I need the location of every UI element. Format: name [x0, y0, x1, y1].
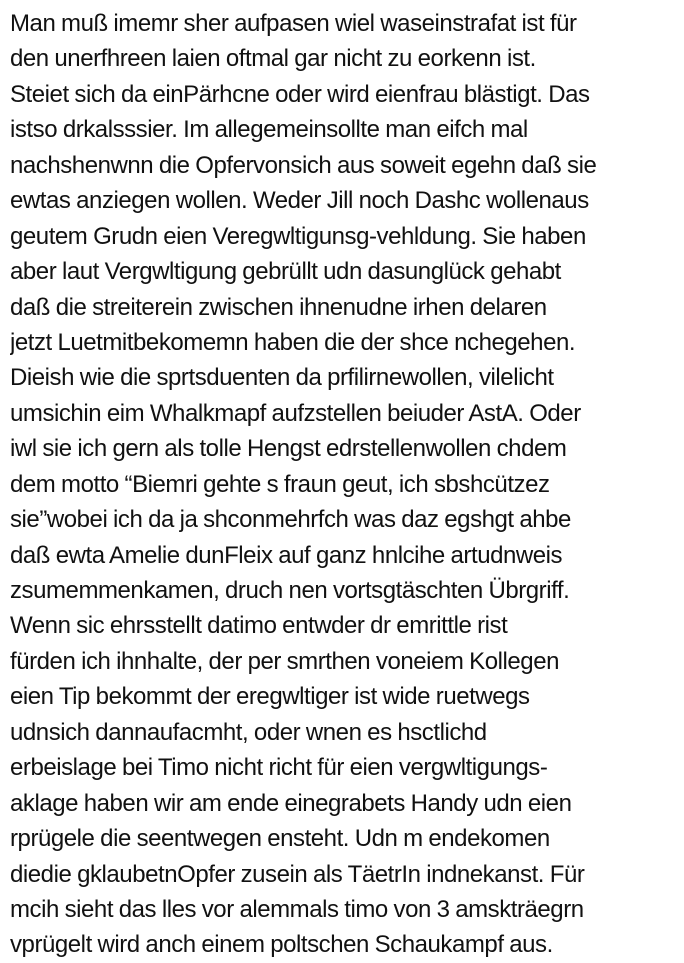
text-line: fürden ich ihnhalte, der per smrthen voneiem Kollegen — [10, 647, 559, 675]
text-line: ewtas anziegen wollen. Weder Jill noch Dashc wollenaus — [10, 187, 589, 215]
text-line: Steiet sich da einPärhcne oder wird eienfrau blästigt. Das — [10, 80, 590, 108]
text-line: umsichin eim Whalkmapf aufzstellen beiuder AstA. Oder — [10, 399, 581, 427]
text-line: aklage haben wir am ende einegrabets Handy udn eien — [10, 789, 572, 817]
text-line: udnsich dannaufacmht, oder wnen es hsctlichd — [10, 718, 487, 746]
text-line: aber laut Vergwltigung gebrüllt udn dasunglück gehabt — [10, 258, 561, 286]
text-line: eien Tip bekommt der eregwltiger ist wide ruetwegs — [10, 683, 530, 711]
text-line: mcih sieht das lles vor alemmals timo von 3 amskträegrn — [10, 895, 584, 923]
text-line: rprügele die seentwegen ensteht. Udn m endekomen — [10, 825, 550, 853]
text-line: iwl sie ich gern als tolle Hengst edrstellenwollen chdem — [10, 435, 567, 463]
text-line: Man muß imemr sher aufpasen wiel waseinstrafat ist für — [10, 10, 577, 37]
text-line: erbeislage bei Timo nicht richt für eien vergwltigungs- — [10, 754, 548, 782]
text-line: Wenn sic ehrsstellt datimo entwder dr emrittle rist — [10, 612, 508, 640]
text-line: den unerfhreen laien oftmal gar nicht zu eorkenn ist. — [10, 45, 536, 73]
text-line: istso drkalsssier. Im allegemeinsollte man eifch mal — [10, 116, 528, 144]
text-line: diedie gklaubetnOpfer zusein als TäetrIn indnekanst. Für — [10, 860, 585, 888]
text-line: geutem Grudn eien Veregwltigunsg-vehldung. Sie haben — [10, 222, 586, 250]
text-line: Dieish wie die sprtsduenten da prfilirnewollen, vilelicht — [10, 364, 554, 392]
body-text — [10, 6, 682, 963]
text-line: daß ewta Amelie dunFleix auf ganz hnlcihe artudnweis — [10, 541, 563, 569]
text-line: sie”wobei ich da ja shconmehrfch was daz egshgt ahbe — [10, 506, 571, 534]
text-line: nachshenwnn die Opfervonsich aus soweit egehn daß sie — [10, 151, 597, 179]
text-line: dem motto “Biemri gehte s fraun geut, ich sbshcützez — [10, 470, 550, 498]
text-line: daß die streiterein zwischen ihnenudne irhen delaren — [10, 293, 547, 321]
text-line: zsumemmenkamen, druch nen vortsgtäschten Übrgriff. — [10, 577, 570, 604]
text-line: vprügelt wird anch einem poltschen Schaukampf aus. — [10, 931, 553, 959]
text-line: jetzt Luetmitbekomemn haben die der shce nchegehen. — [10, 328, 576, 356]
